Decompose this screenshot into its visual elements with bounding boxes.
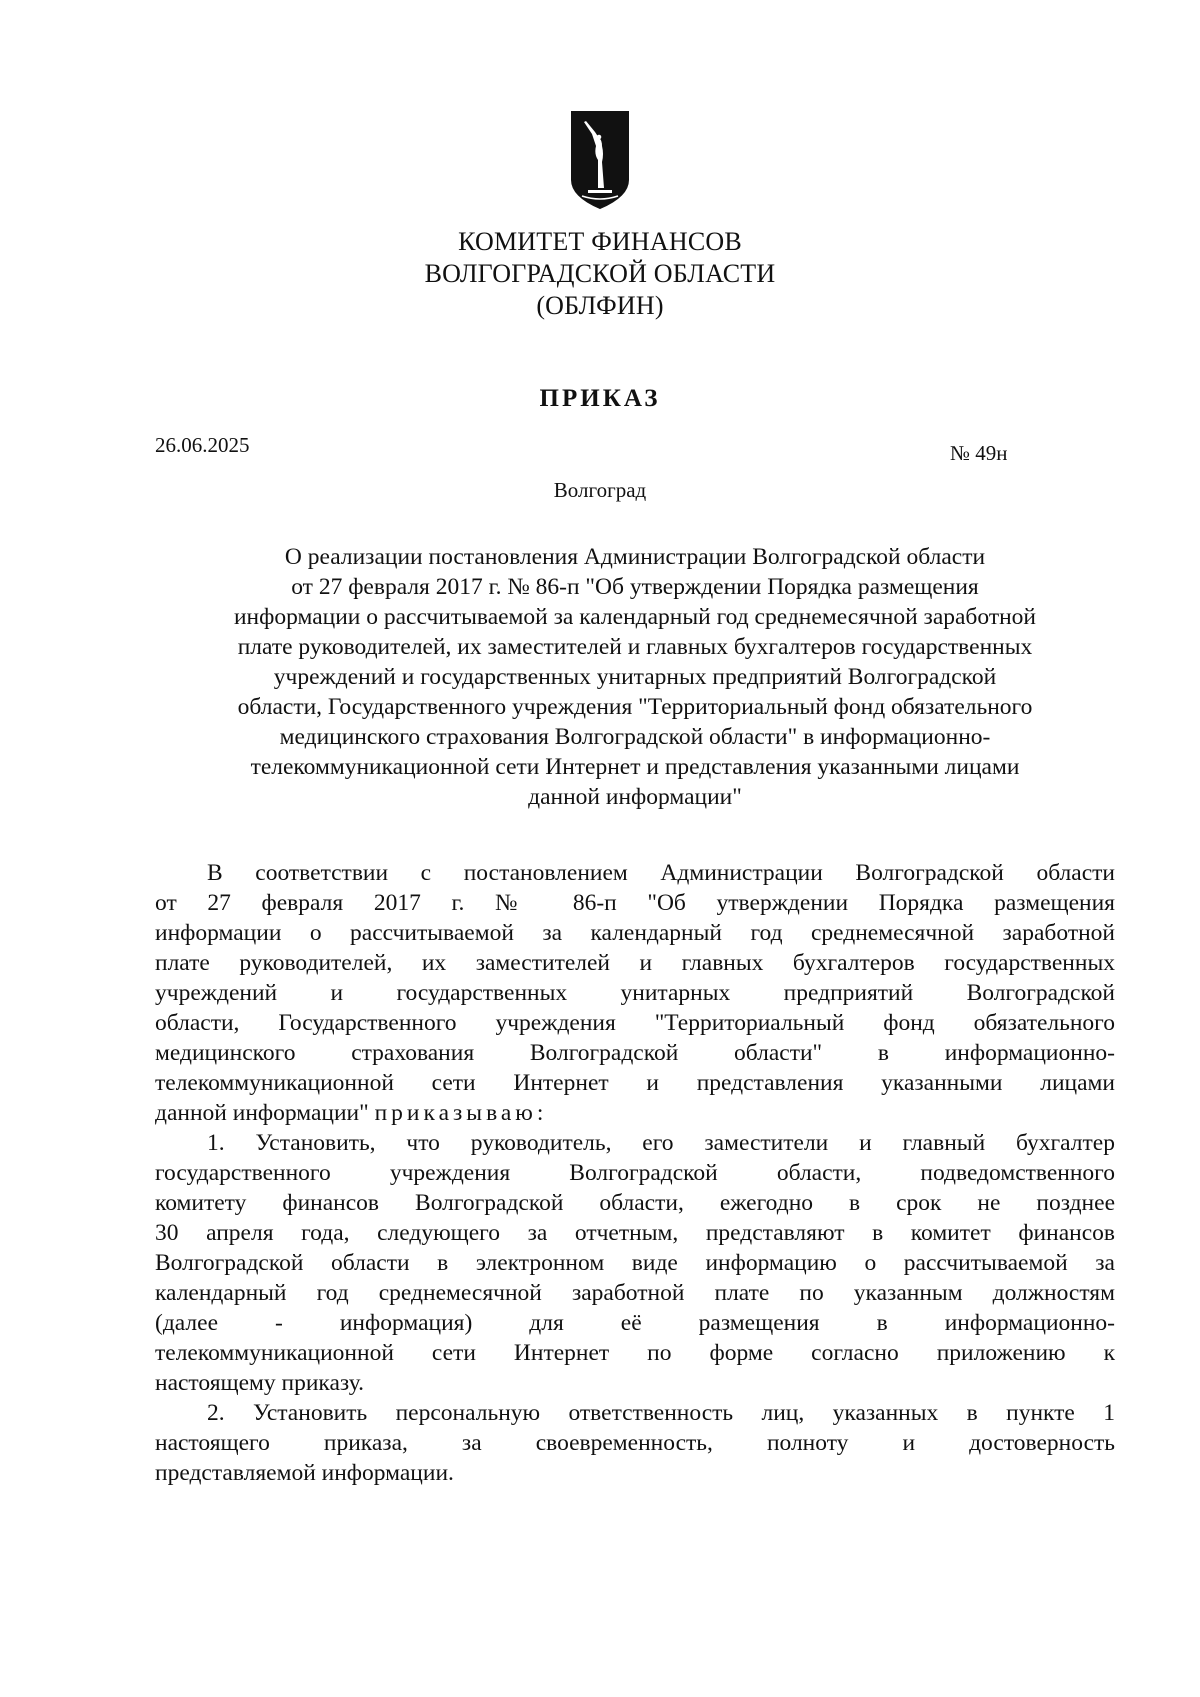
preamble-line: учреждений и государственных унитарных предприятий Волгоградской	[155, 980, 1115, 1006]
item-2-paragraph	[155, 1398, 1115, 1488]
subject-line: информации о рассчитываемой за календарный год среднемесячной заработной	[233, 604, 1037, 630]
subject-line: плате руководителей, их заместителей и главных бухгалтеров государственных	[237, 634, 1033, 660]
order-number: № 49н	[950, 441, 1008, 465]
item-1-line: настоящему приказу.	[155, 1370, 364, 1396]
item-1-line: 30 апреля года, следующего за отчетным, представляют в комитет финансов	[155, 1220, 1115, 1246]
order-body	[155, 858, 1115, 1488]
item-1-paragraph	[155, 1128, 1115, 1398]
org-name-line-2: ВОЛГОГРАДСКОЙ ОБЛАСТИ	[424, 259, 776, 288]
item-1-line: 1. Установить, что руководитель, его заместители и главный бухгалтер	[207, 1130, 1115, 1156]
preamble-line	[155, 1098, 1115, 1128]
preamble-line: информации о рассчитываемой за календарный год среднемесячной заработной	[155, 920, 1115, 946]
preamble-line: телекоммуникационной сети Интернет и представления указанными лицами	[155, 1070, 1115, 1096]
org-abbreviation: (ОБЛФИН)	[536, 291, 664, 320]
preamble-line: области, Государственного учреждения "Территориальный фонд обязательного	[155, 1010, 1115, 1036]
item-1-line: государственного учреждения Волгоградской области, подведомственного	[155, 1160, 1115, 1186]
item-1-line: (далее - информация) для её размещения в информационно-	[155, 1310, 1115, 1336]
item-1-line: календарный год среднемесячной заработной плате по указанным должностям	[155, 1280, 1115, 1306]
item-1-line: Волгоградской области в электронном виде информацию о рассчитываемой за	[155, 1250, 1115, 1276]
order-word: приказываю:	[374, 1100, 548, 1126]
preamble-line: медицинского страхования Волгоградской области" в информационно-	[155, 1040, 1115, 1066]
item-1-line: комитету финансов Волгоградской области, ежегодно в срок не позднее	[155, 1190, 1115, 1216]
organization-header	[300, 226, 900, 322]
subject-line: области, Государственного учреждения "Территориальный фонд обязательного	[237, 694, 1033, 720]
org-name-line-1: КОМИТЕТ ФИНАНСОВ	[458, 227, 742, 256]
subject-line: учреждений и государственных унитарных предприятий Волгоградской	[273, 664, 997, 690]
order-title: ПРИКАЗ	[539, 385, 661, 412]
item-2-line: представляемой информации.	[155, 1460, 454, 1486]
item-1-line: телекоммуникационной сети Интернет по форме согласно приложению к	[155, 1340, 1115, 1366]
subject-line: телекоммуникационной сети Интернет и представления указанными лицами	[250, 754, 1020, 780]
preamble-line: В соответствии с постановлением Администрации Волгоградской области	[207, 860, 1115, 886]
preamble-tail: данной информации"	[155, 1100, 369, 1126]
order-city: Волгоград	[553, 478, 647, 502]
item-2-line: 2. Установить персональную ответственность лиц, указанных в пункте 1	[207, 1400, 1115, 1426]
coat-of-arms-icon	[568, 110, 632, 210]
order-subject	[160, 542, 1110, 812]
order-date: 26.06.2025	[155, 433, 250, 457]
item-2-line: настоящего приказа, за своевременность, полноту и достоверность	[155, 1430, 1115, 1456]
subject-line: от 27 февраля 2017 г. № 86-п "Об утверждении Порядка размещения	[291, 574, 979, 600]
preamble-line: от 27 февраля 2017 г. № 86-п "Об утверждении Порядка размещения	[155, 890, 1115, 916]
subject-line: медицинского страхования Волгоградской области" в информационно-	[279, 724, 991, 750]
preamble-line: плате руководителей, их заместителей и главных бухгалтеров государственных	[155, 950, 1115, 976]
subject-line: О реализации постановления Администрации Волгоградской области	[284, 544, 986, 570]
subject-line: данной информации"	[528, 784, 742, 810]
preamble-paragraph	[155, 858, 1115, 1128]
